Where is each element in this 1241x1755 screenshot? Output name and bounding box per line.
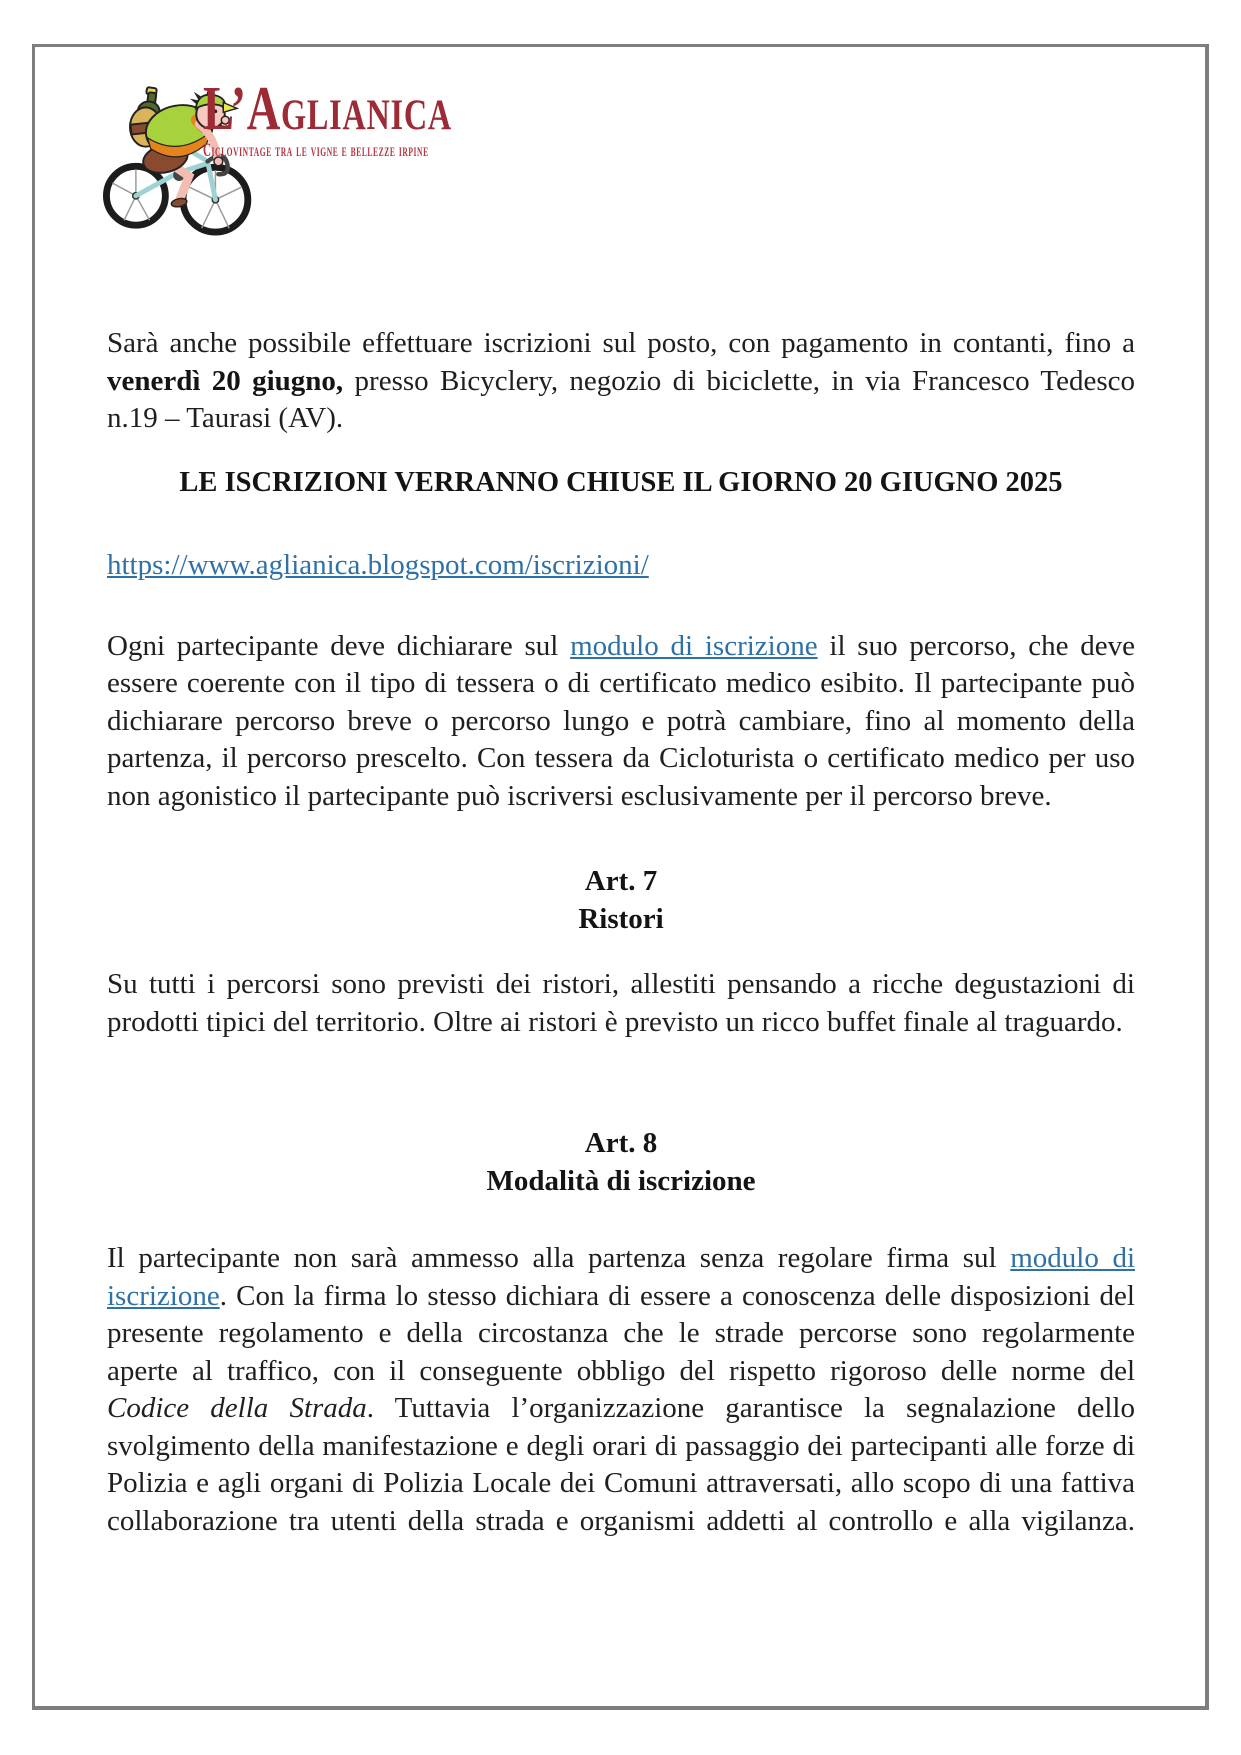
art8-heading [107, 1125, 1135, 1200]
logo-tagline: Ciclovintage tra le vigne e bellezze irpine [203, 140, 429, 161]
art7-title: Ristori [578, 902, 664, 935]
registration-url-link[interactable]: https://www.aglianica.blogspot.com/iscrizioni/ [107, 549, 649, 581]
modulo-iscrizione-link-2[interactable]: modulo di iscrizione [107, 1242, 1136, 1312]
intro-text-before: Sarà anche possibile effettuare iscrizioni sul posto, con pagamento in contanti, fino a [107, 327, 1135, 359]
art7-heading [107, 863, 1135, 938]
logo-title: L’Aglianica [203, 75, 452, 143]
page-border-frame [32, 44, 1209, 1710]
logo-text [203, 75, 592, 161]
terms-text-2: . Con la firma lo stesso dichiara di essere a conoscenza delle disposizioni del presente regolamento e della circostanza che le strade percorse sono regolarmente aperte al traffico, con il conseguente obbligo del rispetto rigoroso delle norme del [107, 1279, 1135, 1387]
paragraph-registration-terms [107, 1240, 1135, 1540]
codice-della-strada-italic: Codice della Strada [107, 1392, 367, 1424]
terms-text-1: Il partecipante non sarà ammesso alla partenza senza regolare firma sul [107, 1242, 1011, 1274]
page-content [35, 75, 1205, 1540]
deadline-date-bold: venerdì 20 giugno, [107, 364, 344, 397]
terms-text-3: . Tuttavia l’organizzazione garantisce la segnalazione dello svolgimento della manifestazione e degli orari di passaggio dei partecipanti alle forze di Polizia e agli organi di Polizia Locale dei Comuni attraversati, allo scopo di una fattiva collaborazione tra utenti della strada e organismi addetti al controllo e alla vigilanza. [107, 1392, 1135, 1537]
route-text-after: il suo percorso, che deve essere coerente con il tipo di tessera o di certificato medico esibito. Il partecipante può dichiarare percorso breve o percorso lungo e potrà cambiare, fino al momento della partenza, il percorso prescelto. Con tessera da Cicloturista o certificato medico per uso non agonistico il partecipante può iscriversi esclusivamente per il percorso breve. [107, 629, 1136, 812]
modulo-iscrizione-link-1[interactable]: modulo di iscrizione [570, 629, 818, 662]
registration-link-line [107, 547, 1135, 585]
art7-number: Art. 7 [584, 865, 658, 897]
art8-number: Art. 8 [584, 1127, 658, 1159]
paragraph-refreshments: Su tutti i percorsi sono previsti dei ristori, allestiti pensando a ricche degustazioni di prodotti tipici del territorio. Oltre ai ristori è previsto un ricco buffet finale al traguardo. [107, 968, 1135, 1038]
art8-title: Modalità di iscrizione [486, 1164, 756, 1197]
paragraph-onsite-registration [107, 325, 1135, 438]
logo [99, 75, 1135, 237]
route-text-before: Ogni partecipante deve dichiarare sul [107, 629, 571, 662]
paragraph-route-declaration [107, 628, 1135, 816]
intro-text-after: presso Bicyclery, negozio di biciclette, in via Francesco Tedesco n.19 – Taurasi (AV). [107, 364, 1135, 434]
closing-notice-heading: LE ISCRIZIONI VERRANNO CHIUSE IL GIORNO 20 GIUGNO 2025 [179, 466, 1063, 498]
